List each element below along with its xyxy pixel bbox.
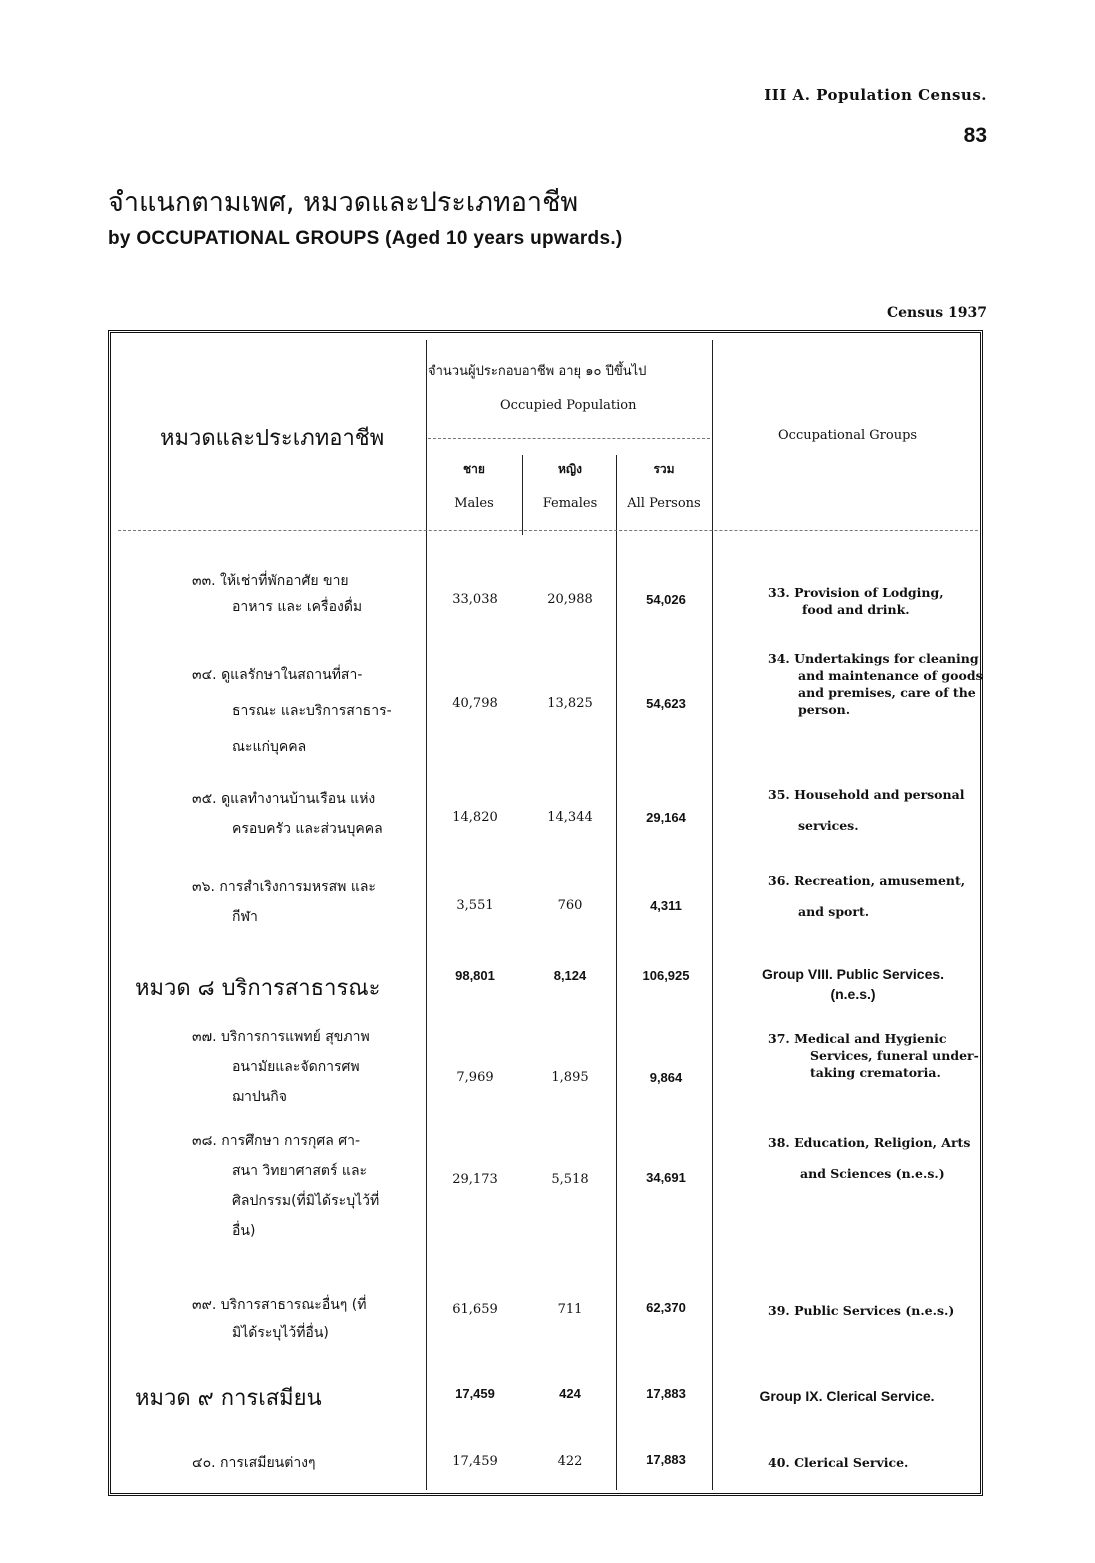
females-header-thai: หญิง [558, 462, 582, 476]
col-divider-category [426, 340, 427, 1490]
all-header-thai: รวม [653, 462, 675, 476]
section-header: III A. Population Census. [764, 86, 987, 104]
table-row: ๓๕. ดูแลทำงานบ้านเรือน แห่ง ครอบครัว และส่วนบุคคล [192, 791, 383, 837]
col-occupied-thai: จำนวนผู้ประกอบอาชีพ อายุ ๑๐ ปีขึ้นไป [428, 364, 647, 379]
all-value: 54,026 [646, 592, 686, 607]
group-label-en: Group IX. Clerical Service. [759, 1388, 935, 1404]
males-value: 7,969 [456, 1070, 494, 1085]
females-value: 1,895 [551, 1070, 589, 1085]
males-value: 29,173 [452, 1172, 498, 1187]
females-value: 14,344 [547, 810, 593, 825]
table-row: ๓๘. การศึกษา การกุศล ศา- สนา วิทยาศาสตร์ และ ศิลปกรรม(ที่มิได้ระบุไว้ที่ อื่น) [192, 1133, 380, 1239]
all-value: 4,311 [650, 898, 682, 913]
all-value: 29,164 [646, 810, 686, 825]
table-row: ๓๖. การสำเริงการมหรสพ และ กีฬา [192, 879, 376, 925]
all-value: 106,925 [642, 968, 690, 983]
males-header-en: Males [454, 496, 494, 511]
table-row: ๓๓. ให้เช่าที่พักอาศัย ขาย อาหาร และ เครื่องดื่ม [192, 568, 362, 620]
group-row-thai: หมวด ๙ การเสมียน [135, 1386, 322, 1411]
all-value: 34,691 [646, 1170, 686, 1185]
all-value: 17,883 [646, 1386, 686, 1401]
males-value: 61,659 [452, 1302, 498, 1317]
table-row: ๓๙. บริการสาธารณะอื่นๆ (ที่ มิได้ระบุไว้ที่อื่น) [192, 1297, 367, 1341]
females-value: 760 [557, 898, 583, 913]
males-value: 17,459 [452, 1454, 498, 1469]
females-value: 13,825 [547, 696, 593, 711]
males-value: 98,801 [455, 968, 495, 983]
all-value: 9,864 [649, 1070, 683, 1085]
males-value: 14,820 [452, 810, 498, 825]
all-value: 17,883 [646, 1452, 686, 1467]
group-row-thai: หมวด ๘ บริการสาธารณะ [135, 976, 381, 1001]
males-value: 17,459 [455, 1386, 495, 1401]
col-occupied-en: Occupied Population [500, 398, 637, 413]
females-value: 8,124 [553, 968, 587, 983]
col-groups-en: Occupational Groups [778, 428, 918, 443]
males-header-thai: ชาย [463, 462, 485, 476]
group-label-en: Group VIII. Public Services. [761, 966, 945, 982]
males-value: 40,798 [452, 696, 498, 711]
all-header-en: All Persons [627, 496, 701, 511]
col-divider-males-header [522, 455, 523, 535]
females-header-en: Females [542, 496, 598, 511]
title-english: by OCCUPATIONAL GROUPS (Aged 10 years upwards.) [108, 228, 623, 249]
males-value: 33,038 [452, 592, 498, 607]
page-number: 83 [963, 124, 987, 147]
header-bottom-rule [118, 530, 978, 531]
col-category-thai: หมวดและประเภทอาชีพ [160, 426, 385, 451]
all-value: 54,623 [646, 696, 686, 711]
females-value: 422 [557, 1454, 583, 1469]
group-label-en: 39. Public Services (n.e.s.) [768, 1303, 955, 1318]
females-value: 20,988 [547, 592, 593, 607]
females-value: 5,518 [551, 1172, 589, 1187]
table-row: ๔๐. การเสมียนต่างๆ [192, 1455, 316, 1471]
males-value: 3,551 [456, 898, 494, 913]
females-value: 424 [559, 1386, 581, 1401]
title-thai: จำแนกตามเพศ, หมวดและประเภทอาชีพ [108, 187, 579, 218]
census-label: Census 1937 [886, 305, 987, 321]
row-label-thai: ๓๓. ให้เช่าที่พักอาศัย ขาย [192, 573, 349, 589]
group-label-en: 40. Clerical Service. [768, 1455, 909, 1470]
header-divider [428, 438, 710, 439]
all-value: 62,370 [646, 1300, 686, 1315]
group-label-en: 33. Provision of Lodging, [768, 585, 944, 600]
females-value: 711 [557, 1302, 583, 1317]
table-row: ๓๗. บริการการแพทย์ สุขภาพ อนามัยและจัดการศพ ฌาปนกิจ [192, 1029, 370, 1105]
col-divider-all [712, 340, 713, 1490]
table-row: ๓๔. ดูแลรักษาในสถานที่สา- ธารณะ และบริการสาธาร- ณะแก่บุคคล [192, 667, 392, 755]
